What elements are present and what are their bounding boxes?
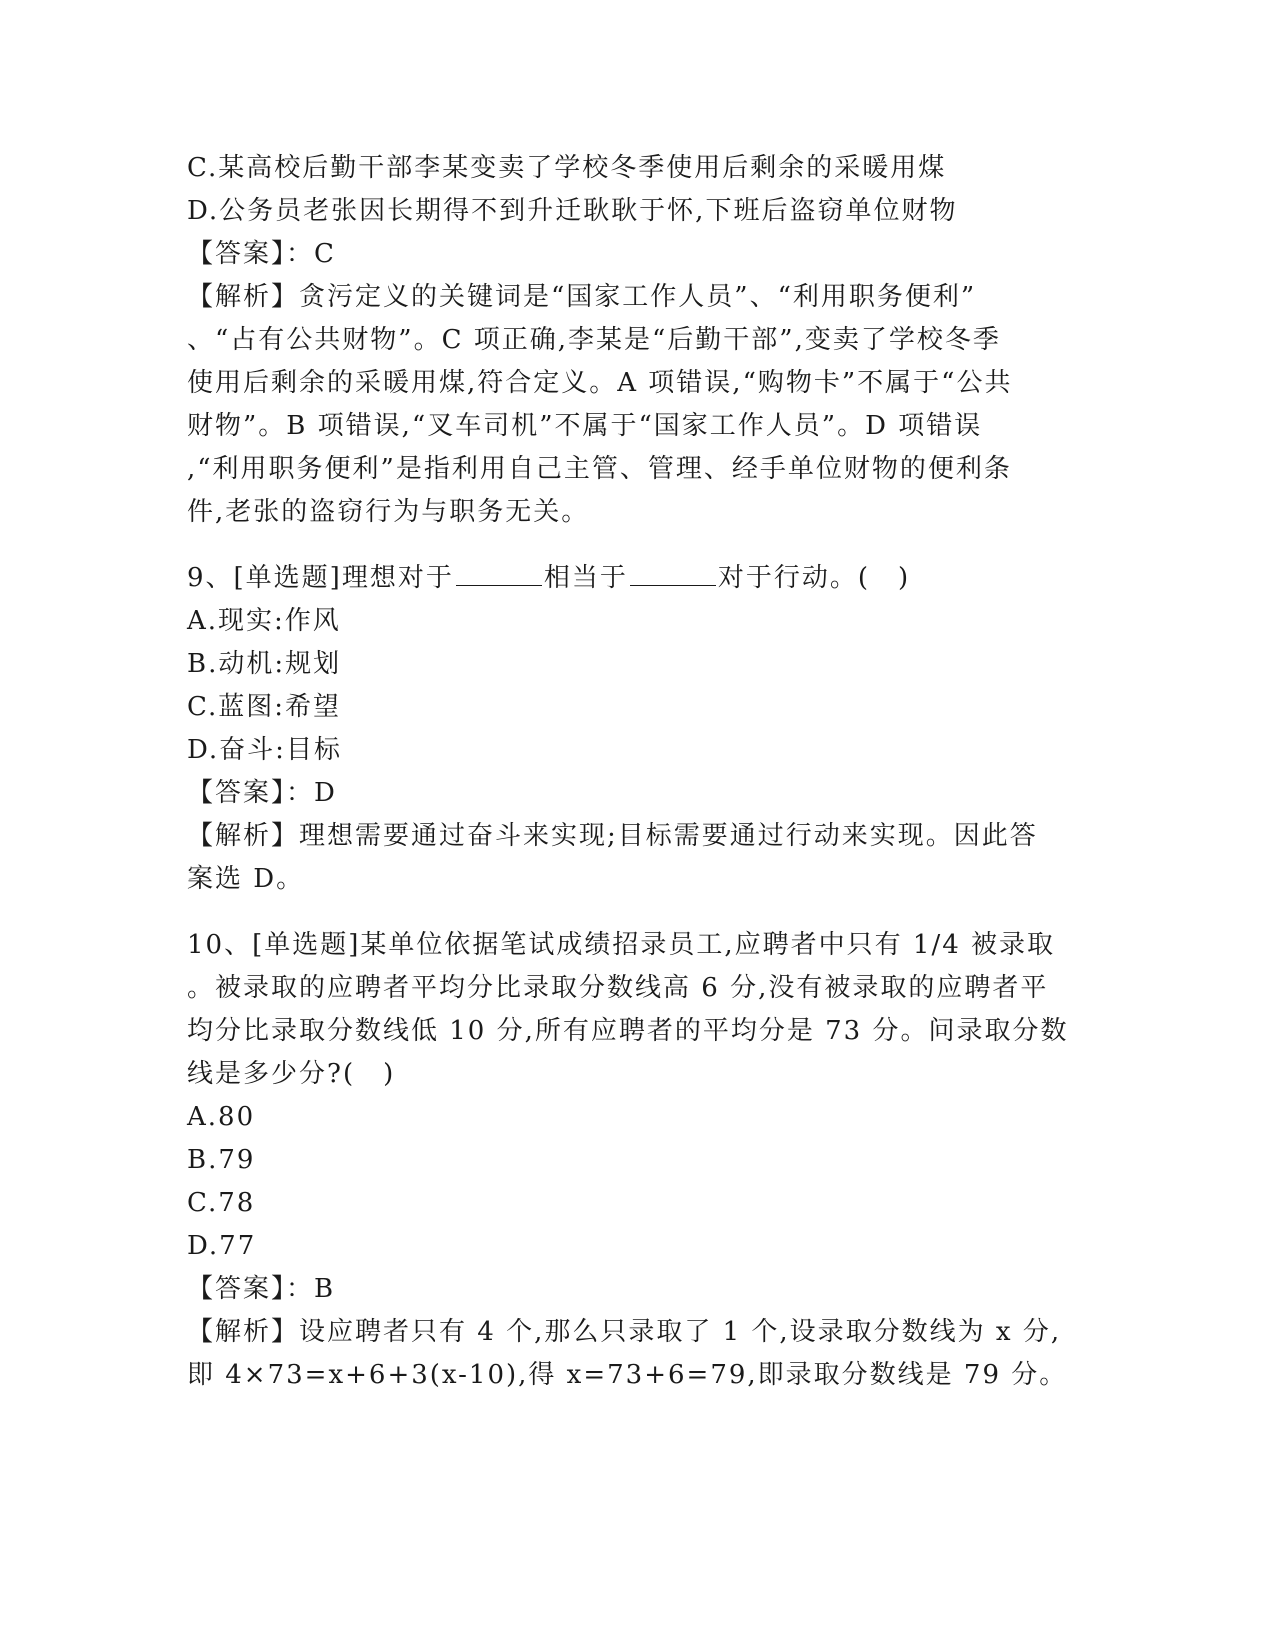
q10-option-d: D.77 xyxy=(187,1231,257,1261)
q8-option-c: C.某高校后勤干部李某变卖了学校冬季使用后剩余的采暖用煤 xyxy=(187,153,947,183)
q10-option-c: C.78 xyxy=(187,1188,256,1218)
spacer xyxy=(187,534,1087,557)
q10-stem-line: 10、[单选题]某单位依据笔试成绩招录员工,应聘者中只有 1/4 被录取 xyxy=(187,930,1056,960)
q9-answer: 【答案】：D xyxy=(187,778,337,808)
q10-stem-line: 均分比录取分数线低 10 分,所有应聘者的平均分是 73 分。问录取分数 xyxy=(187,1016,1069,1046)
q10-analysis-line: 即 4×73=x+6+3(x-10),得 x=73+6=79,即录取分数线是 79 分。 xyxy=(187,1360,1068,1390)
document-page xyxy=(187,147,1087,1397)
q9-analysis-line: 案选 D。 xyxy=(187,864,305,894)
q8-analysis-line: 【解析】贪污定义的关键词是“国家工作人员”、“利用职务便利” xyxy=(187,282,977,312)
q10-stem-line: 。被录取的应聘者平均分比录取分数线高 6 分,没有被录取的应聘者平 xyxy=(187,973,1049,1003)
q10-analysis-line: 【解析】设应聘者只有 4 个,那么只录取了 1 个,设录取分数线为 x 分, xyxy=(187,1317,1062,1347)
q8-analysis-line: 件,老张的盗窃行为与职务无关。 xyxy=(187,497,590,527)
q9-option-b: B.动机:规划 xyxy=(187,649,342,679)
q10-answer: 【答案】：B xyxy=(187,1274,336,1304)
q9-stem-part: 对于行动。( ) xyxy=(717,563,911,593)
q9-option-c: C.蓝图:希望 xyxy=(187,692,341,722)
q9-analysis-line: 【解析】理想需要通过奋斗来实现;目标需要通过行动来实现。因此答 xyxy=(187,821,1038,851)
q10-stem-line: 线是多少分?( ) xyxy=(187,1059,396,1089)
q8-answer: 【答案】：C xyxy=(187,239,336,269)
spacer xyxy=(187,901,1087,924)
q9-option-d: D.奋斗:目标 xyxy=(187,735,342,765)
q8-analysis-line: 财物”。B 项错误,“叉车司机”不属于“国家工作人员”。D 项错误 xyxy=(187,411,983,441)
q8-analysis-line: 使用后剩余的采暖用煤,符合定义。A 项错误,“购物卡”不属于“公共 xyxy=(187,368,1013,398)
q8-analysis-line: ,“利用职务便利”是指利用自己主管、管理、经手单位财物的便利条 xyxy=(187,454,1012,484)
q10-option-a: A.80 xyxy=(187,1102,256,1132)
q8-option-d: D.公务员老张因长期得不到升迁耿耿于怀,下班后盗窃单位财物 xyxy=(187,196,958,226)
q8-analysis-line: 、“占有公共财物”。C 项正确,李某是“后勤干部”,变卖了学校冬季 xyxy=(187,325,1001,355)
q9-stem-part: 9、[单选题]理想对于 xyxy=(187,563,454,593)
q9-stem xyxy=(187,557,1087,600)
q10-option-b: B.79 xyxy=(187,1145,256,1175)
q9-stem-part: 相当于 xyxy=(543,563,628,593)
fill-blank xyxy=(630,561,716,586)
fill-blank xyxy=(456,561,542,586)
q9-option-a: A.现实:作风 xyxy=(187,606,341,636)
